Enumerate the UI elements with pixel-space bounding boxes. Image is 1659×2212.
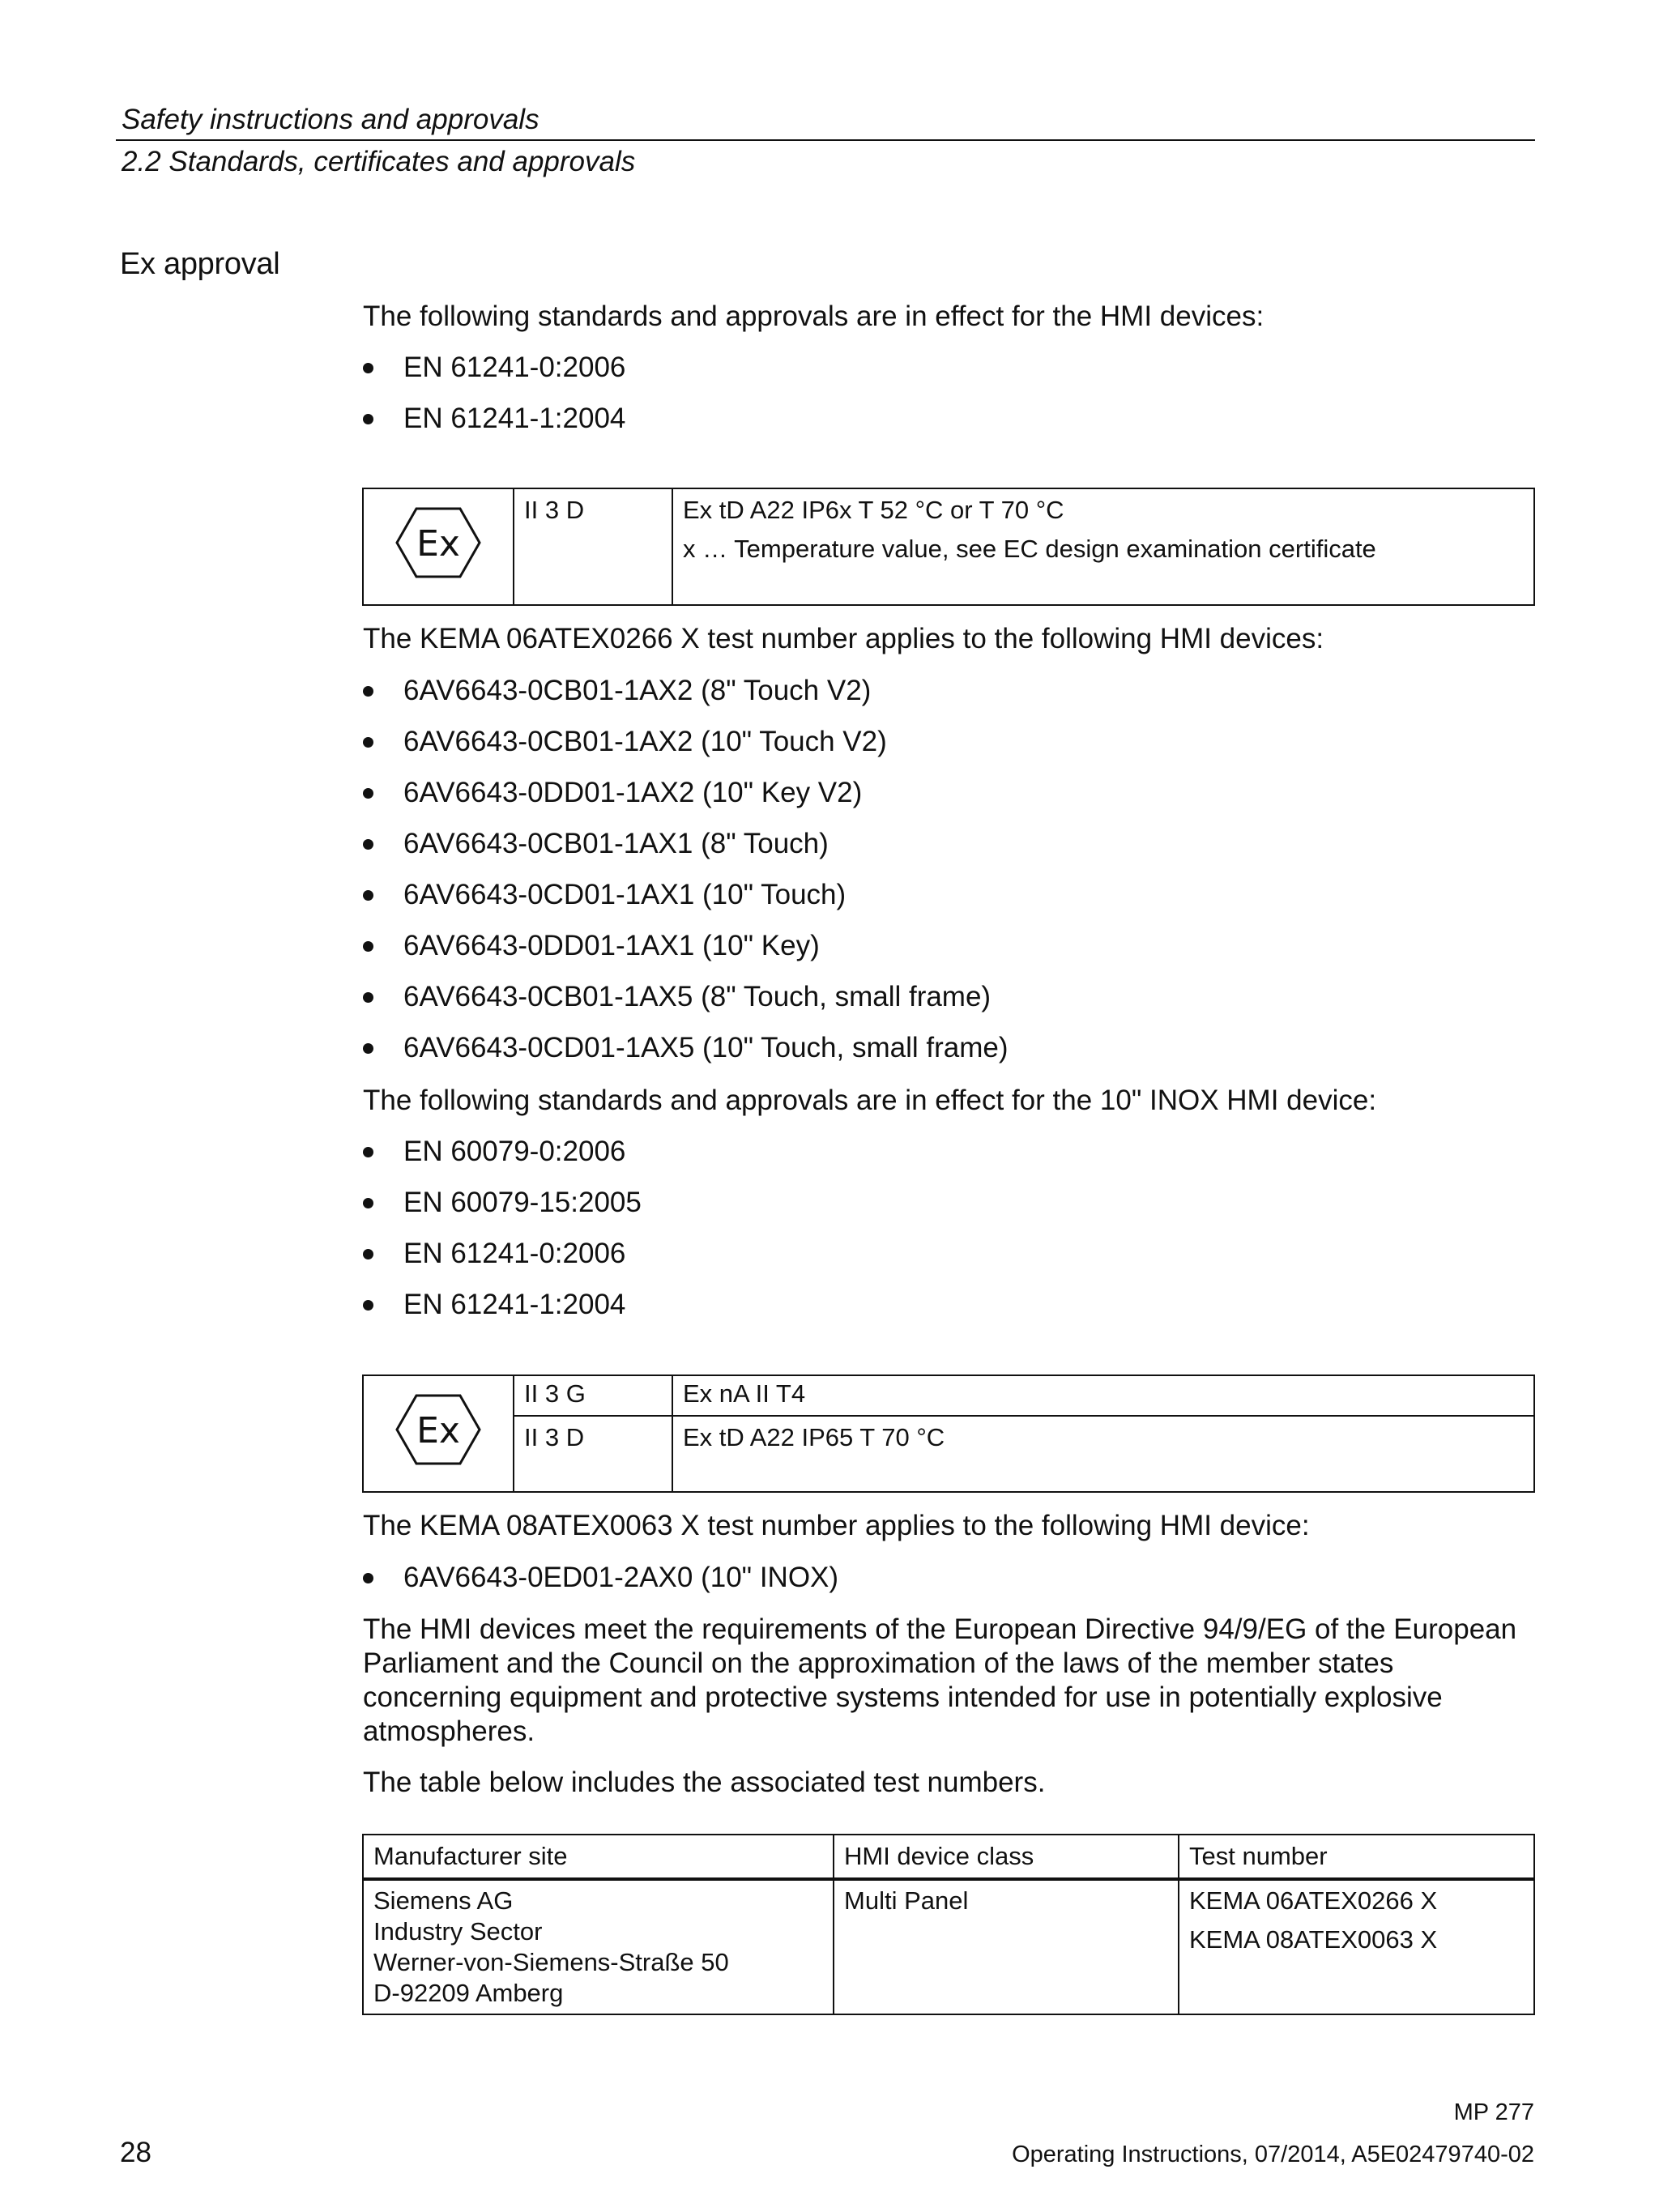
bullet-icon <box>363 890 373 901</box>
section-title: Ex approval <box>120 247 280 281</box>
ex-hexagon-icon <box>394 505 483 580</box>
bullet-icon <box>363 686 373 697</box>
kema-text-1: The KEMA 06ATEX0266 X test number applies to the following HMI devices: <box>363 623 1324 654</box>
ex-marking-cell: Ex tD A22 IP65 T 70 °C <box>672 1416 1534 1492</box>
column-header: Test number <box>1179 1835 1534 1879</box>
ex-marking-cell <box>672 488 1534 605</box>
kema-text-2: The KEMA 08ATEX0063 X test number applies to the following HMI device: <box>363 1510 1310 1541</box>
column-header: HMI device class <box>834 1835 1179 1879</box>
ex-marking-cell: Ex nA II T4 <box>672 1375 1534 1416</box>
ex-symbol-cell <box>363 488 514 605</box>
svg-text:Ex: Ex <box>416 523 460 565</box>
bullet-icon <box>363 363 373 373</box>
header-rule <box>116 139 1535 141</box>
bullet-icon <box>363 992 373 1003</box>
manufacturer-line: Industry Sector <box>373 1917 543 1946</box>
bullet-icon <box>363 414 373 424</box>
ex-category-cell: II 3 D <box>514 1416 672 1492</box>
bullet-icon <box>363 737 373 748</box>
ex-hexagon-icon <box>394 1392 483 1467</box>
bullet-icon <box>363 788 373 799</box>
intro-text: The following standards and approvals are in effect for the HMI devices: <box>363 300 1265 332</box>
header-section: 2.2 Standards, certificates and approvals <box>122 146 636 177</box>
svg-text:Ex: Ex <box>416 1410 460 1451</box>
ex-category-cell: II 3 G <box>514 1375 672 1416</box>
manufacturer-line: Siemens AG <box>373 1886 514 1915</box>
manufacturer-line: Werner-von-Siemens-Straße 50 <box>373 1948 729 1976</box>
footer-product: MP 277 <box>1453 2099 1534 2125</box>
ex-marking-table-1 <box>362 488 1535 606</box>
header-chapter: Safety instructions and approvals <box>122 104 539 135</box>
table-row <box>363 1879 1534 2014</box>
manufacturer-line: D-92209 Amberg <box>373 1979 564 2007</box>
bullet-icon <box>363 941 373 952</box>
ex-symbol-cell <box>363 1375 514 1492</box>
bullet-icon <box>363 1043 373 1054</box>
inox-text: The following standards and approvals are in effect for the 10" INOX HMI device: <box>363 1085 1377 1116</box>
page-number: 28 <box>120 2137 151 2168</box>
device-class-cell: Multi Panel <box>834 1879 1179 2014</box>
bullet-icon <box>363 1198 373 1208</box>
bullet-icon <box>363 1249 373 1259</box>
test-number: KEMA 06ATEX0266 X <box>1189 1886 1438 1915</box>
ex-marking-note: x … Temperature value, see EC design examination certificate <box>683 535 1376 563</box>
test-number-table <box>362 1834 1535 2015</box>
bullet-icon <box>363 839 373 850</box>
directive-text: The HMI devices meet the requirements of the European Directive 94/9/EG of the European Parliament and the Council on the approximation of the laws of the member states concerning equipment and protective systems intended for use in potentially explosive atmospheres. <box>363 1613 1517 1747</box>
bullet-icon <box>363 1147 373 1157</box>
ex-marking: Ex tD A22 IP6x T 52 °C or T 70 °C <box>683 496 1064 524</box>
ex-marking-table-2 <box>362 1375 1535 1493</box>
column-header: Manufacturer site <box>363 1835 834 1879</box>
footer-doc-info: Operating Instructions, 07/2014, A5E02479740-02 <box>1012 2142 1534 2167</box>
table-intro: The table below includes the associated test numbers. <box>363 1767 1046 1798</box>
bullet-icon <box>363 1300 373 1311</box>
test-number-cell <box>1179 1879 1534 2014</box>
manufacturer-cell <box>363 1879 834 2014</box>
bullet-icon <box>363 1573 373 1583</box>
ex-category-cell: II 3 D <box>514 488 672 605</box>
test-number: KEMA 08ATEX0063 X <box>1189 1925 1438 1954</box>
